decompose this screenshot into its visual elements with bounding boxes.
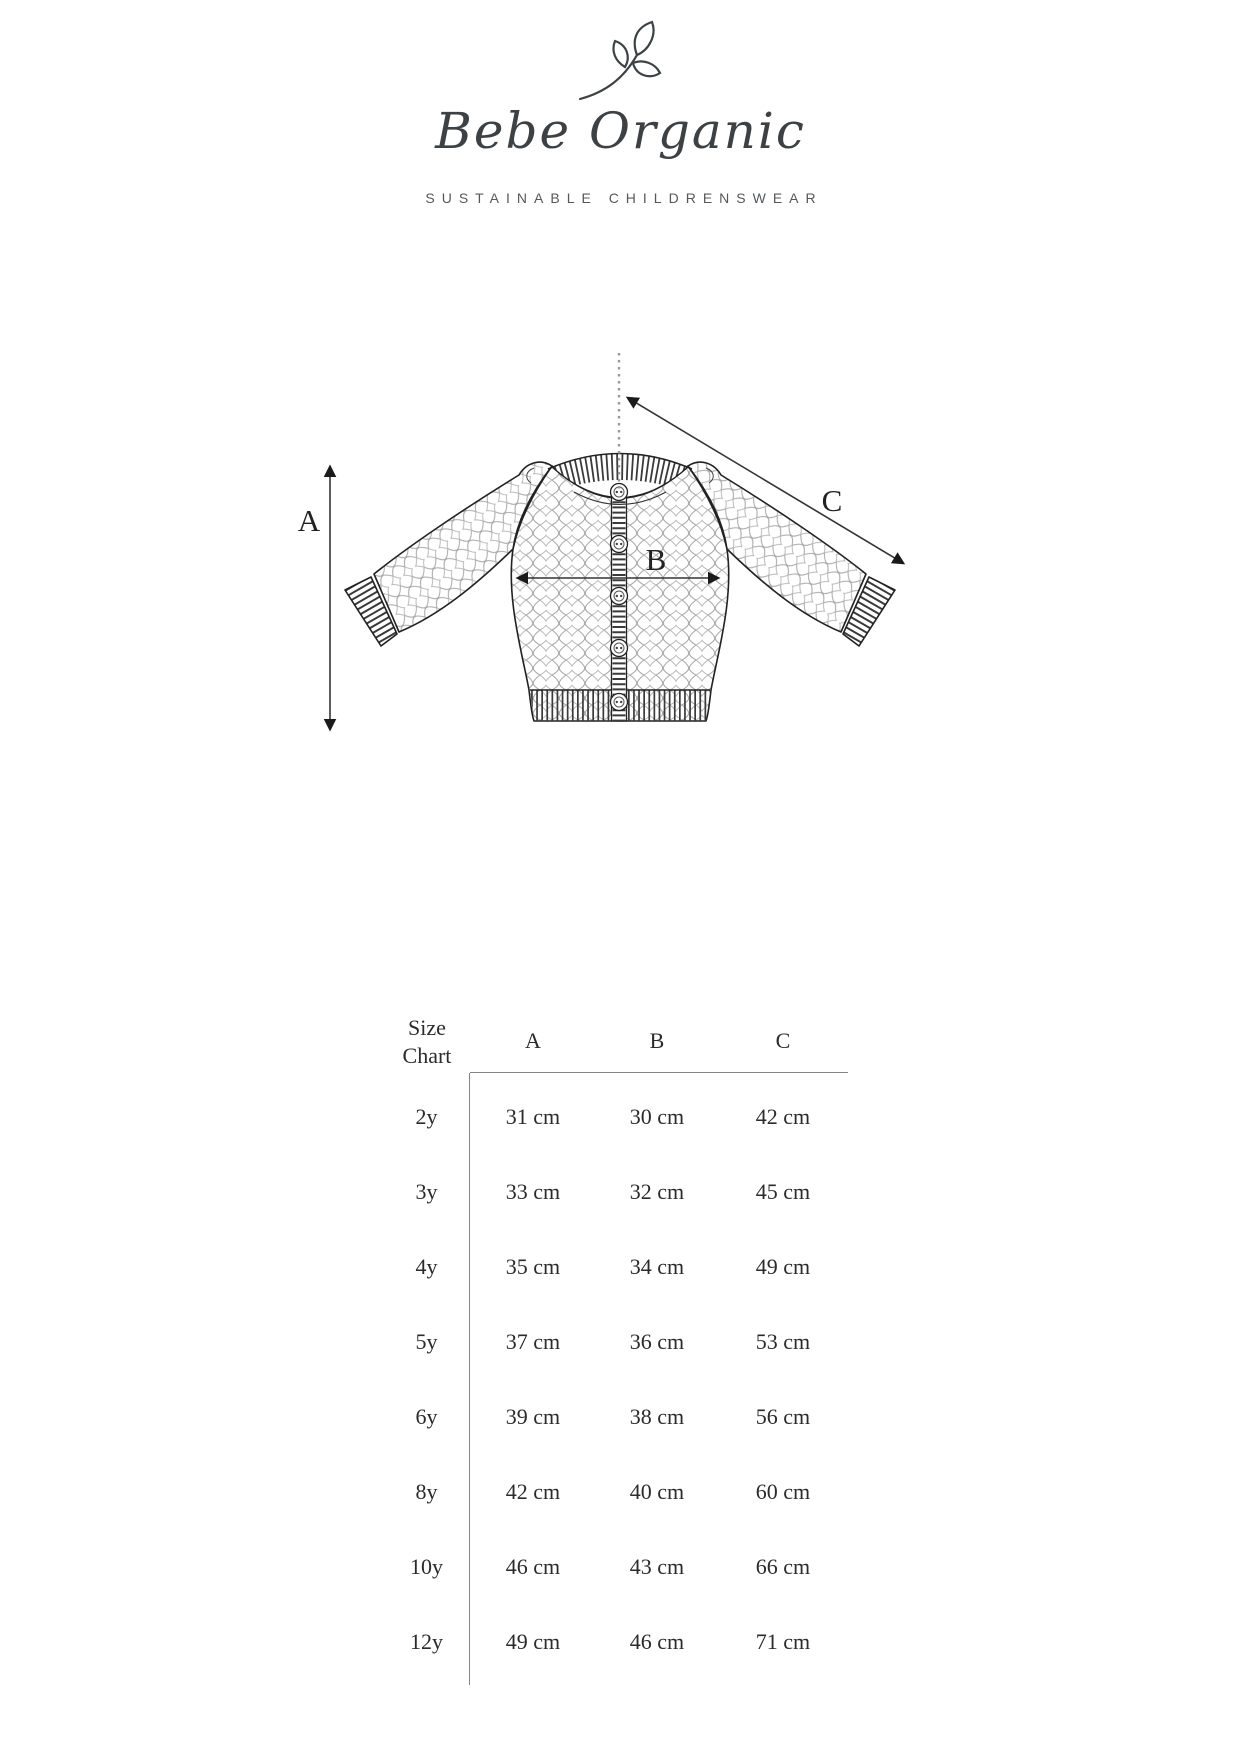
cardigan-diagram — [0, 0, 1241, 800]
measurement-arrow-a — [298, 467, 330, 729]
value-a: 49 cm — [505, 1628, 561, 1654]
value-a: 37 cm — [505, 1328, 561, 1354]
value-c: 71 cm — [755, 1628, 811, 1654]
column-header-a: A — [470, 1010, 596, 1073]
value-c: 66 cm — [755, 1553, 811, 1579]
size-chart-title: Size Chart — [402, 1014, 452, 1068]
size-cell: 12y — [384, 1598, 470, 1673]
size-cell: 5y — [384, 1298, 470, 1373]
button — [611, 694, 628, 711]
value-c: 49 cm — [755, 1253, 811, 1279]
value-b: 43 cm — [629, 1553, 685, 1579]
size-cell: 8y — [384, 1448, 470, 1523]
table-row — [384, 1298, 848, 1373]
value-a: 42 cm — [505, 1478, 561, 1504]
table-row — [384, 1373, 848, 1448]
button — [611, 588, 628, 605]
value-b: 32 cm — [629, 1178, 685, 1204]
size-cell: 6y — [384, 1373, 470, 1448]
value-c: 56 cm — [755, 1403, 811, 1429]
measurement-label-a: A — [297, 503, 321, 538]
cardigan-line-art — [345, 454, 895, 722]
value-b: 36 cm — [629, 1328, 685, 1354]
size-cell: 2y — [384, 1073, 470, 1148]
table-row — [384, 1523, 848, 1598]
measurement-label-c: C — [821, 483, 843, 518]
value-c: 42 cm — [755, 1103, 811, 1129]
table-row — [384, 1073, 848, 1148]
table-row — [384, 1148, 848, 1223]
value-b: 30 cm — [629, 1103, 685, 1129]
button — [611, 640, 628, 657]
value-a: 35 cm — [505, 1253, 561, 1279]
brand-name: Bebe Organic — [435, 102, 806, 160]
table-row — [384, 1223, 848, 1298]
size-cell: 10y — [384, 1523, 470, 1598]
value-b: 46 cm — [629, 1628, 685, 1654]
value-c: 60 cm — [755, 1478, 811, 1504]
value-a: 46 cm — [505, 1553, 561, 1579]
value-c: 45 cm — [755, 1178, 811, 1204]
table-header-row — [384, 1010, 848, 1073]
value-b: 38 cm — [629, 1403, 685, 1429]
value-a: 33 cm — [505, 1178, 561, 1204]
column-header-c: C — [718, 1010, 848, 1073]
button — [611, 536, 628, 553]
size-cell: 4y — [384, 1223, 470, 1298]
size-cell: 3y — [384, 1148, 470, 1223]
value-a: 31 cm — [505, 1103, 561, 1129]
measurement-label-b: B — [645, 542, 667, 577]
table-rule-tail — [384, 1673, 848, 1685]
column-header-b: B — [596, 1010, 718, 1073]
value-a: 39 cm — [505, 1403, 561, 1429]
value-c: 53 cm — [755, 1328, 811, 1354]
size-chart-table — [384, 1010, 848, 1685]
table-row — [384, 1448, 848, 1523]
value-b: 40 cm — [629, 1478, 685, 1504]
table-row — [384, 1598, 848, 1673]
brand-tagline: SUSTAINABLE CHILDRENSWEAR — [425, 190, 823, 206]
value-b: 34 cm — [629, 1253, 685, 1279]
